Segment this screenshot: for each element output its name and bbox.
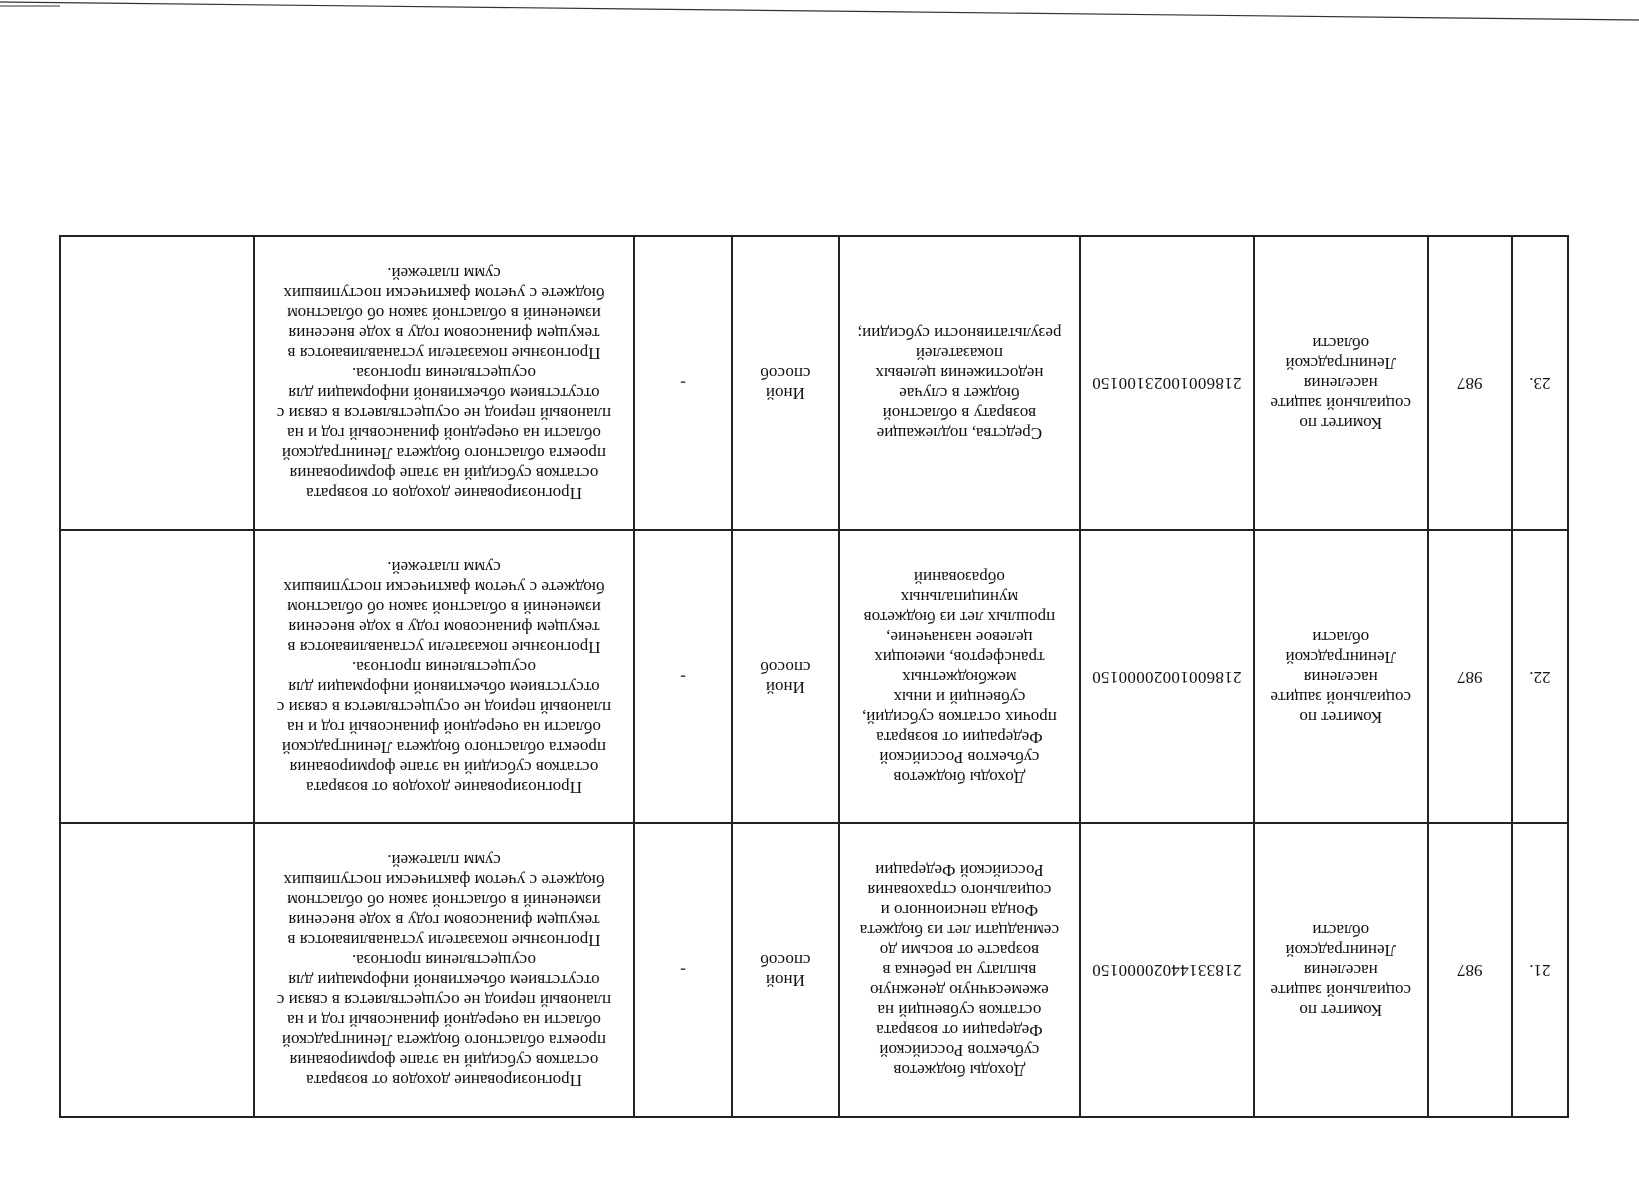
- description-line: Прогнозные показатели устанавливаются в: [287, 931, 601, 951]
- description-line: текущем финансовом году в ходе внесения: [288, 617, 600, 637]
- description-line: проекта областного бюджета Ленинградской: [281, 443, 606, 463]
- method-line: способ: [760, 657, 811, 677]
- income-line: Доходы бюджетов: [893, 1061, 1026, 1081]
- description-line: текущем финансовом году в ходе внесения: [288, 323, 600, 343]
- income-line: возрасте от восьми до: [879, 941, 1040, 961]
- note-cell: [60, 530, 254, 824]
- note-cell: [60, 823, 254, 1117]
- income-line: остатков субвенций на: [877, 1001, 1042, 1021]
- income-line: Российской Федерации: [875, 861, 1044, 881]
- income-name: [839, 236, 1080, 530]
- description-line: остатков субсидий на этапе формирования: [289, 463, 599, 483]
- administrator-line: населения: [1303, 961, 1378, 981]
- description-line: сумм платежей.: [387, 557, 501, 577]
- income-line: показателей: [915, 343, 1003, 363]
- budget-classification-code: 21860010023100150: [1080, 236, 1254, 530]
- income-line: семнадцати лет из бюджета: [859, 921, 1060, 941]
- administrator-line: Комитет по: [1299, 707, 1383, 727]
- description-line: изменений в областной закон об областном: [287, 891, 601, 911]
- budget-classification-code: 21833144020000150: [1080, 823, 1254, 1117]
- method-description: [254, 823, 635, 1117]
- income-line: образований: [913, 567, 1005, 587]
- income-line: выплату на ребенка в: [882, 961, 1037, 981]
- income-line: муниципальных: [900, 587, 1019, 607]
- description-line: остатков субсидий на этапе формирования: [289, 757, 599, 777]
- income-name: [839, 530, 1080, 824]
- description-line: бюджете с учетом фактически поступивших: [283, 577, 605, 597]
- administrator-name: [1254, 530, 1428, 824]
- admin-code: 987: [1428, 530, 1512, 824]
- description-line: сумм платежей.: [387, 851, 501, 871]
- description-line: сумм платежей.: [387, 263, 501, 283]
- table-row: [60, 530, 1568, 824]
- description-line: Прогнозирование доходов от возврата: [306, 1071, 582, 1091]
- income-line: ежемесячную денежную: [870, 981, 1049, 1001]
- income-line: субъектов Российской: [879, 1041, 1040, 1061]
- table-row: [60, 236, 1568, 530]
- description-line: осуществления прогноза.: [351, 657, 537, 677]
- forecast-method: [732, 530, 839, 824]
- calculation-formula: -: [634, 530, 731, 824]
- income-line: бюджет в случае: [899, 383, 1020, 403]
- description-line: Прогнозные показатели устанавливаются в: [287, 343, 601, 363]
- admin-code: 987: [1428, 823, 1512, 1117]
- administrator-line: области: [1312, 627, 1370, 647]
- calculation-formula: -: [634, 823, 731, 1117]
- description-line: изменений в областной закон об областном: [287, 597, 601, 617]
- income-name: [839, 823, 1080, 1117]
- administrator-line: Комитет по: [1299, 1001, 1383, 1021]
- administrator-line: социальной защите: [1270, 981, 1412, 1001]
- administrator-name: [1254, 823, 1428, 1117]
- method-line: способ: [760, 951, 811, 971]
- description-line: области на очередной финансовый год и на: [287, 1011, 601, 1031]
- description-line: проекта областного бюджета Ленинградской: [281, 1031, 606, 1051]
- income-line: Средства, подлежащие: [876, 423, 1043, 443]
- administrator-name: [1254, 236, 1428, 530]
- description-line: отсутствием объективной информации для: [288, 677, 600, 697]
- income-line: прошлых лет из бюджетов: [863, 607, 1056, 627]
- description-line: области на очередной финансовый год и на: [287, 717, 601, 737]
- description-line: бюджете с учетом фактически поступивших: [283, 283, 605, 303]
- row-number: 21.: [1512, 823, 1568, 1117]
- income-line: социального страхования: [867, 881, 1052, 901]
- income-line: прочих остатков субсидий,: [861, 707, 1057, 727]
- description-line: текущем финансовом году в ходе внесения: [288, 911, 600, 931]
- administrator-line: Ленинградской: [1285, 941, 1396, 961]
- administrator-line: области: [1312, 921, 1370, 941]
- note-cell: [60, 236, 254, 530]
- description-line: Прогнозирование доходов от возврата: [306, 483, 582, 503]
- description-line: изменений в областной закон об областном: [287, 303, 601, 323]
- income-line: целевое назначение,: [886, 627, 1033, 647]
- description-line: осуществления прогноза.: [351, 951, 537, 971]
- description-line: плановый период не осуществляется в связи с: [276, 403, 612, 423]
- administrator-line: Ленинградской: [1285, 647, 1396, 667]
- row-number: 23.: [1512, 236, 1568, 530]
- description-line: отсутствием объективной информации для: [288, 383, 600, 403]
- method-line: Иной: [765, 971, 805, 991]
- income-line: недостижения целевых: [875, 363, 1044, 383]
- forecast-methods-table: [59, 235, 1569, 1118]
- administrator-line: населения: [1303, 667, 1378, 687]
- method-description: [254, 530, 635, 824]
- row-number: 22.: [1512, 530, 1568, 824]
- income-line: Фонда пенсионного и: [880, 901, 1039, 921]
- description-line: бюджете с учетом фактически поступивших: [283, 871, 605, 891]
- description-line: проекта областного бюджета Ленинградской: [281, 737, 606, 757]
- income-line: межбюджетных: [902, 667, 1017, 687]
- forecast-method: [732, 236, 839, 530]
- table-row: [60, 823, 1568, 1117]
- admin-code: 987: [1428, 236, 1512, 530]
- description-line: области на очередной финансовый год и на: [287, 423, 601, 443]
- method-line: способ: [760, 363, 811, 383]
- table-body: [60, 236, 1568, 1117]
- income-line: возврату в областной: [882, 403, 1037, 423]
- forecast-method: [732, 823, 839, 1117]
- administrator-line: Ленинградской: [1285, 353, 1396, 373]
- income-line: Доходы бюджетов: [893, 767, 1026, 787]
- description-line: Прогнозные показатели устанавливаются в: [287, 637, 601, 657]
- calculation-formula: -: [634, 236, 731, 530]
- administrator-line: области: [1312, 333, 1370, 353]
- method-line: Иной: [765, 677, 805, 697]
- administrator-line: Комитет по: [1299, 413, 1383, 433]
- income-line: субъектов Российской: [879, 747, 1040, 767]
- description-line: отсутствием объективной информации для: [288, 971, 600, 991]
- income-line: Федерации от возврата: [876, 727, 1043, 747]
- income-line: субвенций и иных: [893, 687, 1026, 707]
- description-line: остатков субсидий на этапе формирования: [289, 1051, 599, 1071]
- budget-classification-code: 21860010020000150: [1080, 530, 1254, 824]
- description-line: плановый период не осуществляется в связи с: [276, 991, 612, 1011]
- administrator-line: социальной защите: [1270, 393, 1412, 413]
- method-description: [254, 236, 635, 530]
- administrator-line: социальной защите: [1270, 687, 1412, 707]
- administrator-line: населения: [1303, 373, 1378, 393]
- income-line: трансфертов, имеющих: [874, 647, 1045, 667]
- income-line: Федерации от возврата: [876, 1021, 1043, 1041]
- description-line: плановый период не осуществляется в связи с: [276, 697, 612, 717]
- method-line: Иной: [765, 383, 805, 403]
- income-line: результативности субсидии;: [857, 323, 1062, 343]
- description-line: осуществления прогноза.: [351, 363, 537, 383]
- description-line: Прогнозирование доходов от возврата: [306, 777, 582, 797]
